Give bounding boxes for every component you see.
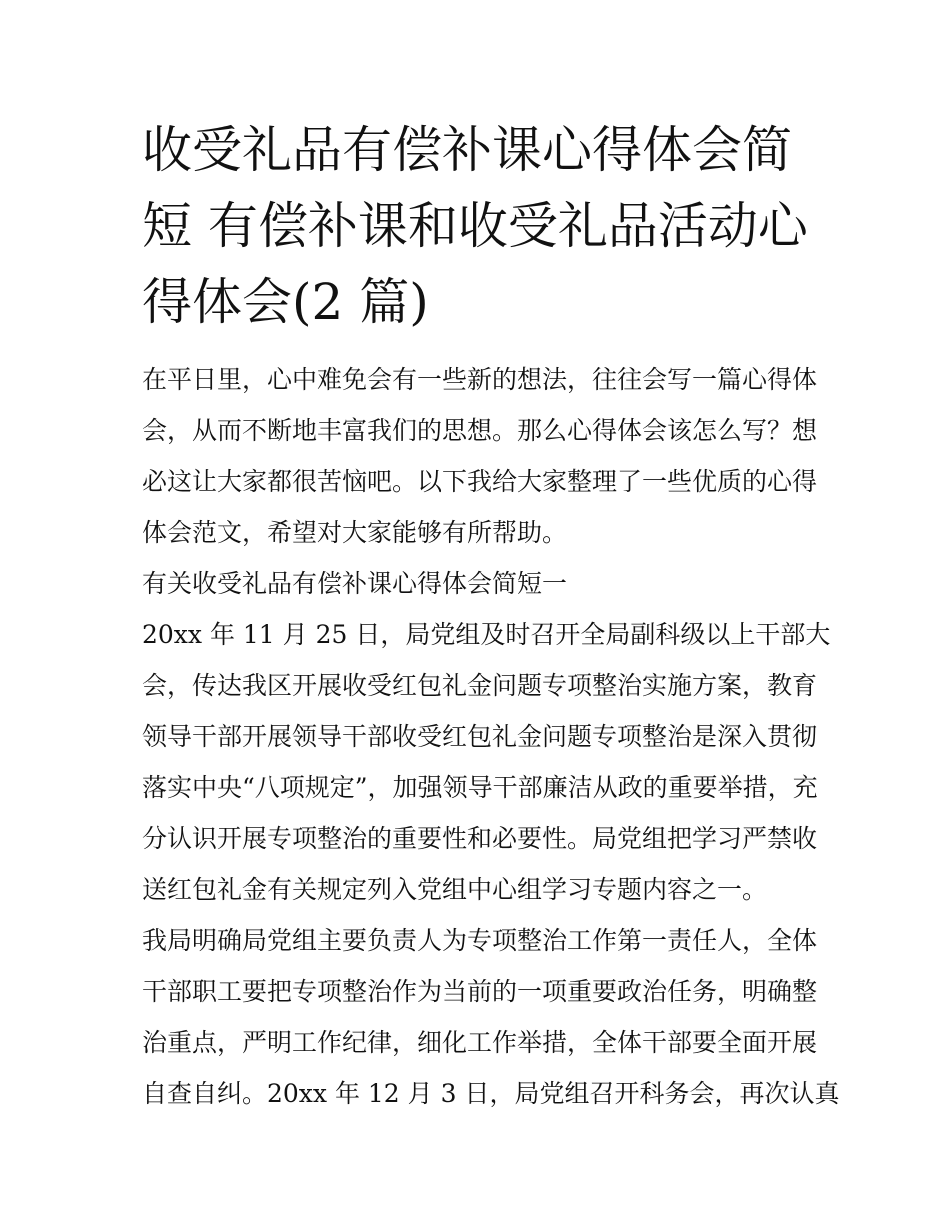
paragraph-line: 自查自纠。20xx 年 12 月 3 日，局党组召开科务会，再次认真 xyxy=(142,1079,840,1108)
paragraph-line: 领导干部开展领导干部收受红包礼金问题专项整治是深入贯彻 xyxy=(142,722,818,751)
intro-line: 体会范文，希望对大家能够有所帮助。 xyxy=(142,518,568,547)
title-line: 短 有偿补课和收受礼品活动心 xyxy=(142,197,808,255)
paragraph-line: 干部职工要把专项整治作为当前的一项重要政治任务，明确整 xyxy=(142,977,818,1006)
paragraph-line: 落实中央“八项规定”，加强领导干部廉洁从政的重要举措，充 xyxy=(142,773,818,802)
paragraph-line: 我局明确局党组主要负责人为专项整治工作第一责任人，全体 xyxy=(142,926,818,955)
paragraph-line: 20xx 年 11 月 25 日，局党组及时召开全局副科级以上干部大 xyxy=(142,620,831,649)
document-title xyxy=(142,112,822,340)
section-heading: 有关收受礼品有偿补课心得体会简短一 xyxy=(142,569,568,598)
paragraph-line: 治重点，严明工作纪律，细化工作举措，全体干部要全面开展 xyxy=(142,1028,818,1057)
title-line: 收受礼品有偿补课心得体会简 xyxy=(142,121,792,179)
title-line: 得体会(2 篇) xyxy=(142,273,429,331)
intro-line: 在平日里，心中难免会有一些新的想法，往往会写一篇心得体 xyxy=(142,365,818,394)
intro-line: 会，从而不断地丰富我们的思想。那么心得体会该怎么写？想 xyxy=(142,416,818,445)
paragraph-line: 分认识开展专项整治的重要性和必要性。局党组把学习严禁收 xyxy=(142,824,818,853)
paragraph-line: 会，传达我区开展收受红包礼金问题专项整治实施方案，教育 xyxy=(142,671,818,700)
intro-line: 必这让大家都很苦恼吧。以下我给大家整理了一些优质的心得 xyxy=(142,467,818,496)
document-body xyxy=(142,354,840,1119)
paragraph-line: 送红包礼金有关规定列入党组中心组学习专题内容之一。 xyxy=(142,875,768,904)
